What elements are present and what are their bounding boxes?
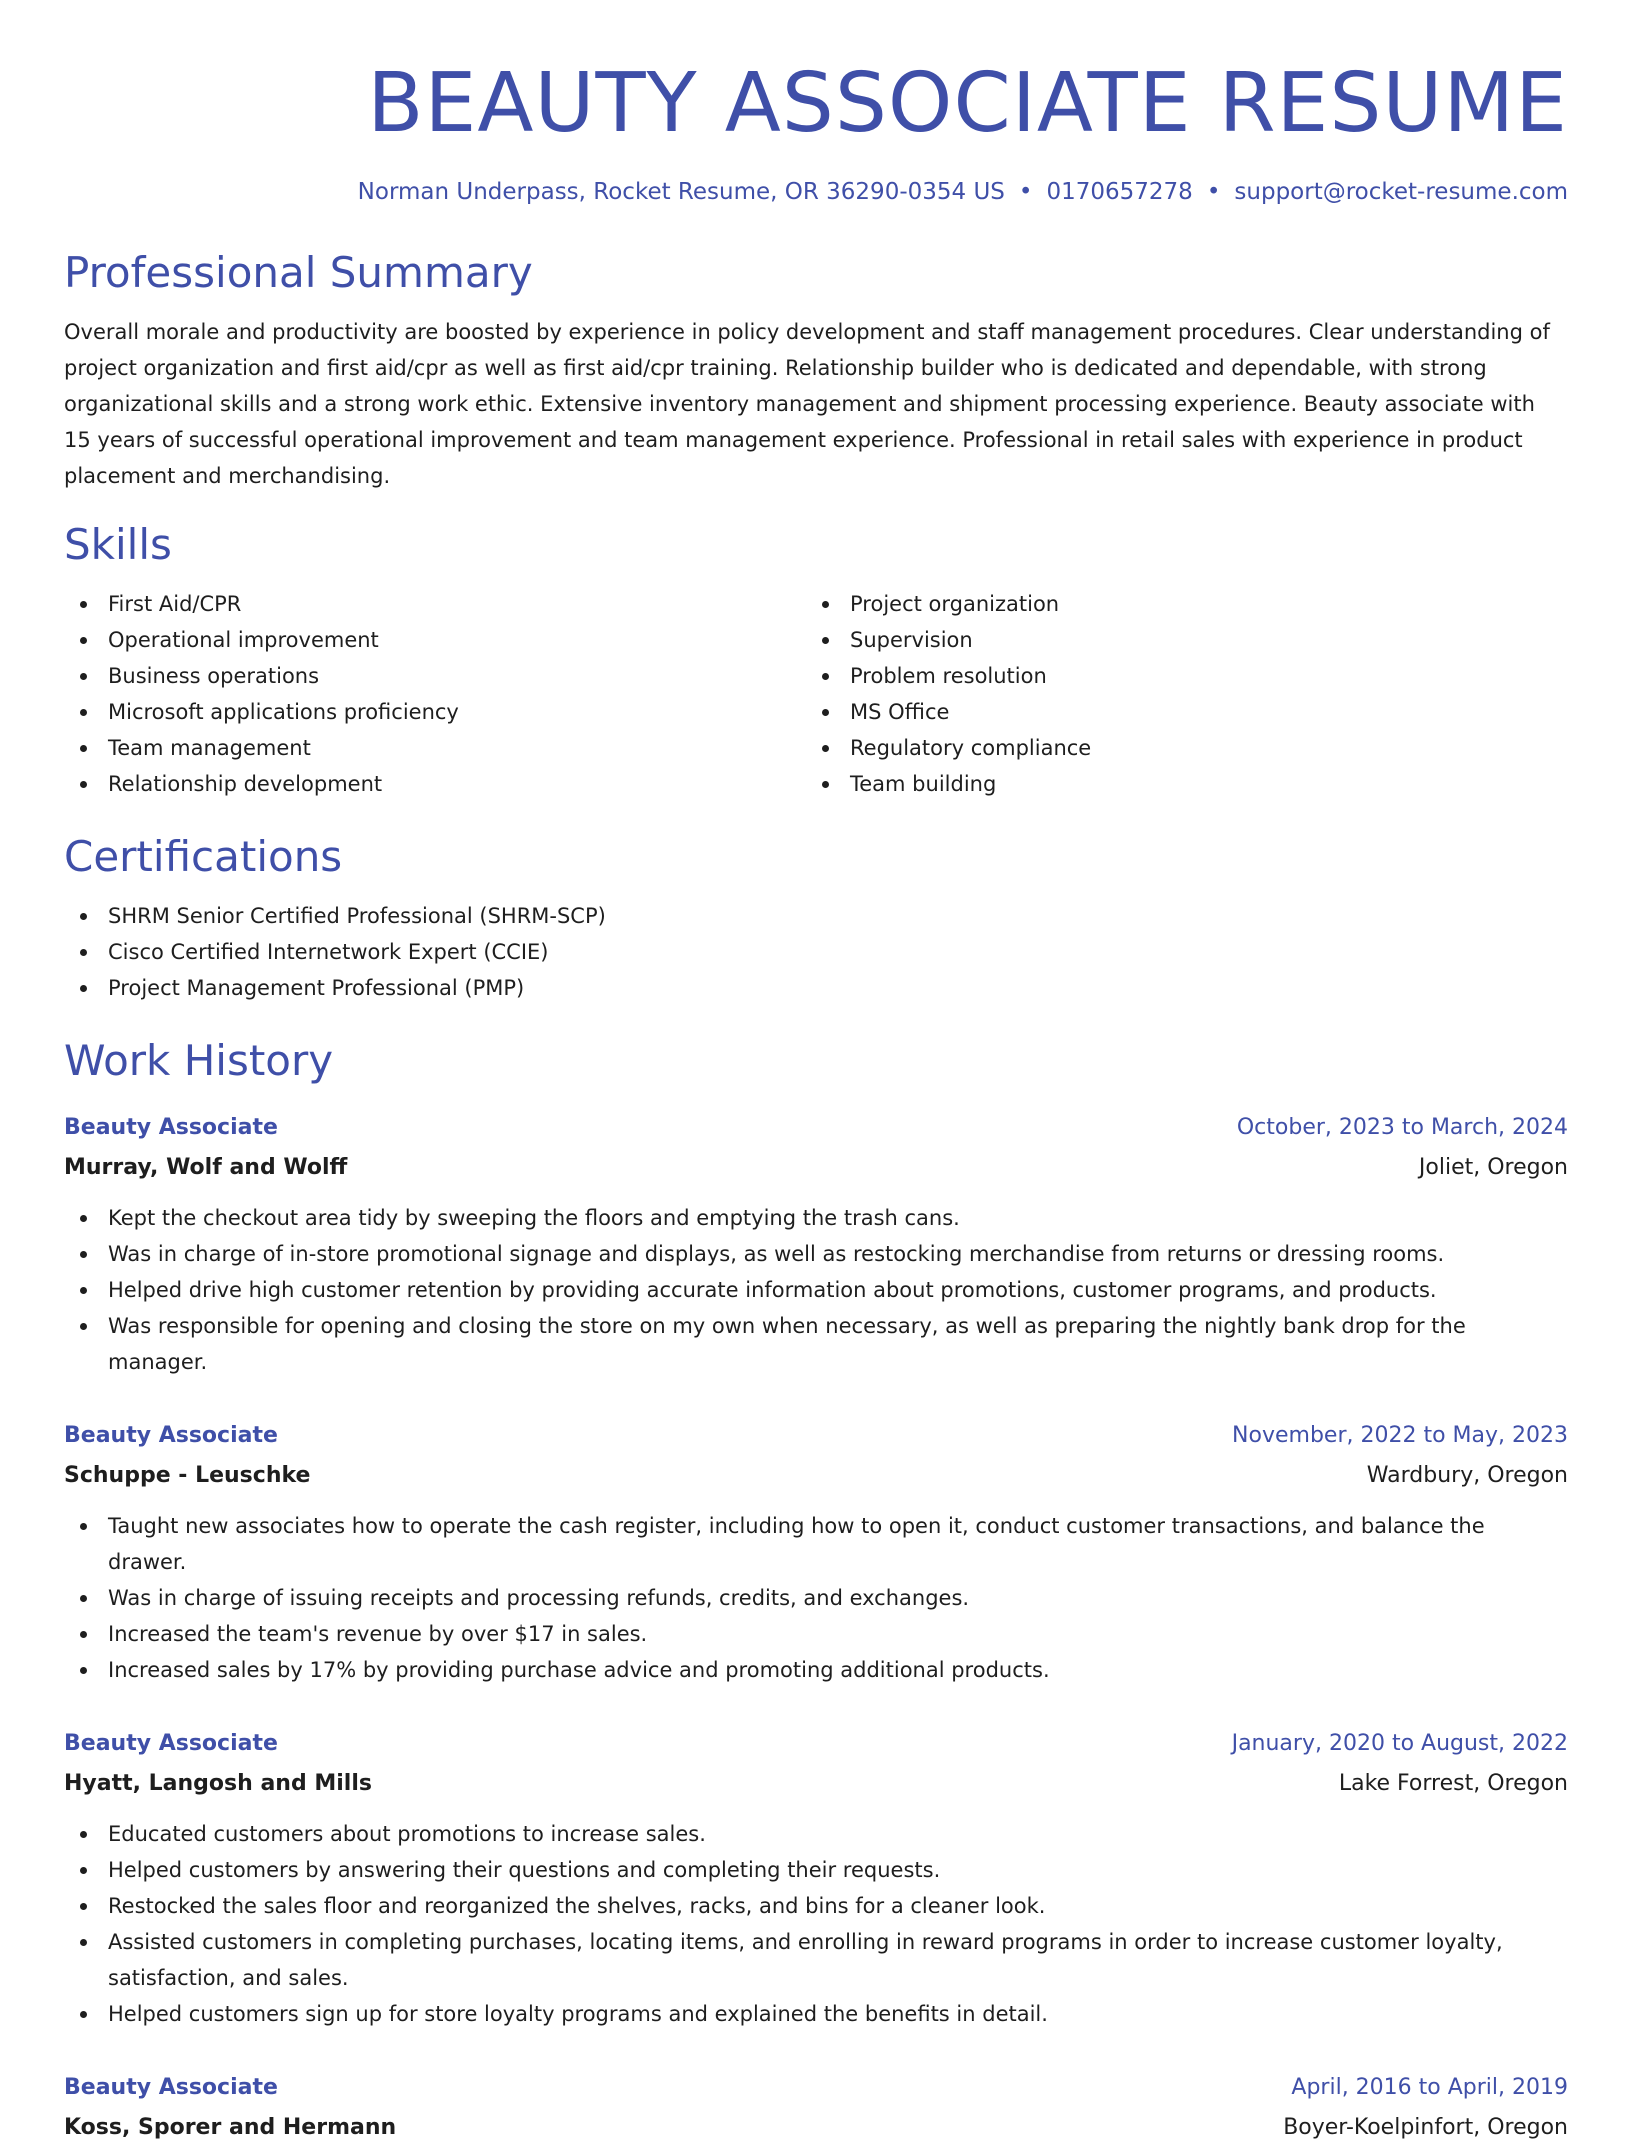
contact-email[interactable]: support@rocket-resume.com [1234, 179, 1568, 205]
job-dates: January, 2020 to August, 2022 [1231, 1731, 1568, 1756]
skill-item: Microsoft applications proficiency [64, 694, 806, 730]
job-company: Hyatt, Langosh and Mills [64, 1771, 372, 1796]
skill-item: Supervision [806, 622, 1548, 658]
job-title: Beauty Associate [64, 1731, 278, 1756]
contact-phone: 0170657278 [1046, 179, 1193, 205]
contact-separator: • [1206, 179, 1221, 205]
job-dates: October, 2023 to March, 2024 [1236, 1115, 1568, 1140]
job-header-row [64, 1724, 1568, 1764]
summary-text: Overall morale and productivity are boosted by experience in policy development and staff management procedures. Clear understanding of project organization and first aid/cpr as well as first aid/cpr training. Relationship builder who is dedicated and dependable, with strong organizational skills and a strong work ethic. Extensive inventory management and shipment processing experience. Beauty associate with 15 years of successful operational improvement and team management experience. Professional in retail sales with experience in product placement and merchandising. [64, 320, 1550, 488]
job-title: Beauty Associate [64, 1423, 278, 1448]
job-bullet: Increased the team's revenue by over $17 in sales. [64, 1616, 1568, 1652]
skill-item: Project organization [806, 586, 1548, 622]
job-header-row [64, 2068, 1568, 2108]
resume-title: BEAUTY ASSOCIATE RESUME [367, 56, 1568, 151]
work-history-heading: Work History [64, 1036, 334, 1085]
job-title: Beauty Associate [64, 2075, 278, 2100]
job-bullets [64, 1508, 1568, 1688]
skills-column-left [64, 586, 806, 802]
skill-item: Team management [64, 730, 806, 766]
job-company: Schuppe - Leuschke [64, 1463, 311, 1488]
job-location: Lake Forrest, Oregon [1338, 1771, 1568, 1796]
certification-item: Project Management Professional (PMP) [64, 970, 1568, 1006]
job-dates: April, 2016 to April, 2019 [1291, 2075, 1568, 2100]
certifications-heading: Certifications [64, 832, 343, 881]
job-bullet: Increased sales by 17% by providing purchase advice and promoting additional products. [64, 1652, 1568, 1688]
skill-item: Business operations [64, 658, 806, 694]
job-header-row [64, 1108, 1568, 1148]
resume-page [64, 0, 1568, 2148]
skill-item: MS Office [806, 694, 1548, 730]
job-bullet: Educated customers about promotions to increase sales. [64, 1816, 1568, 1852]
job-dates: November, 2022 to May, 2023 [1232, 1423, 1568, 1448]
summary-heading: Professional Summary [64, 248, 533, 297]
skill-item: Regulatory compliance [806, 730, 1548, 766]
job-company-row [64, 1764, 1568, 1804]
job-entry [64, 1108, 1568, 1380]
job-bullets [64, 1200, 1568, 1380]
skill-item: First Aid/CPR [64, 586, 806, 622]
job-bullet: Was in charge of in-store promotional signage and displays, as well as restocking merchandise from returns or dressing rooms. [64, 1236, 1568, 1272]
job-bullet: Helped customers by answering their questions and completing their requests. [64, 1852, 1568, 1888]
job-company: Murray, Wolf and Wolff [64, 1155, 348, 1180]
job-company-row [64, 2108, 1568, 2148]
job-location: Boyer-Koelpinfort, Oregon [1283, 2115, 1568, 2140]
contact-separator: • [1018, 179, 1033, 205]
skills-heading: Skills [64, 520, 172, 569]
certification-item: Cisco Certified Internetwork Expert (CCIE) [64, 934, 1568, 970]
job-bullet: Taught new associates how to operate the cash register, including how to open it, conduct customer transactions, and balance the drawer. [64, 1508, 1568, 1580]
contact-address: Norman Underpass, Rocket Resume, OR 36290-0354 US [357, 179, 1005, 205]
job-location: Joliet, Oregon [1418, 1155, 1568, 1180]
job-title: Beauty Associate [64, 1115, 278, 1140]
certifications-list [64, 898, 1568, 1006]
job-bullet: Was in charge of issuing receipts and processing refunds, credits, and exchanges. [64, 1580, 1568, 1616]
job-company-row [64, 1456, 1568, 1496]
skill-item: Team building [806, 766, 1548, 802]
job-entry [64, 1724, 1568, 2032]
job-header-row [64, 1416, 1568, 1456]
job-company-row [64, 1148, 1568, 1188]
job-bullet: Helped customers sign up for store loyalty programs and explained the benefits in detail. [64, 1996, 1568, 2032]
skills-grid [64, 586, 1568, 802]
skill-item: Problem resolution [806, 658, 1548, 694]
skill-item: Relationship development [64, 766, 806, 802]
job-bullets [64, 1816, 1568, 2032]
job-entry [64, 1416, 1568, 1688]
skills-column-right [806, 586, 1548, 802]
job-bullet: Helped drive high customer retention by providing accurate information about promotions, customer programs, and products. [64, 1272, 1568, 1308]
skill-item: Operational improvement [64, 622, 806, 658]
job-company: Koss, Sporer and Hermann [64, 2115, 397, 2140]
job-bullet: Was responsible for opening and closing the store on my own when necessary, as well as preparing the nightly bank drop for the manager. [64, 1308, 1568, 1380]
contact-line [64, 176, 1568, 208]
job-bullet: Kept the checkout area tidy by sweeping the floors and emptying the trash cans. [64, 1200, 1568, 1236]
job-bullet: Restocked the sales floor and reorganized the shelves, racks, and bins for a cleaner look. [64, 1888, 1568, 1924]
job-entry [64, 2068, 1568, 2148]
certification-item: SHRM Senior Certified Professional (SHRM-SCP) [64, 898, 1568, 934]
job-bullet: Assisted customers in completing purchases, locating items, and enrolling in reward programs in order to increase customer loyalty, satisfaction, and sales. [64, 1924, 1568, 1996]
job-location: Wardbury, Oregon [1366, 1463, 1568, 1488]
